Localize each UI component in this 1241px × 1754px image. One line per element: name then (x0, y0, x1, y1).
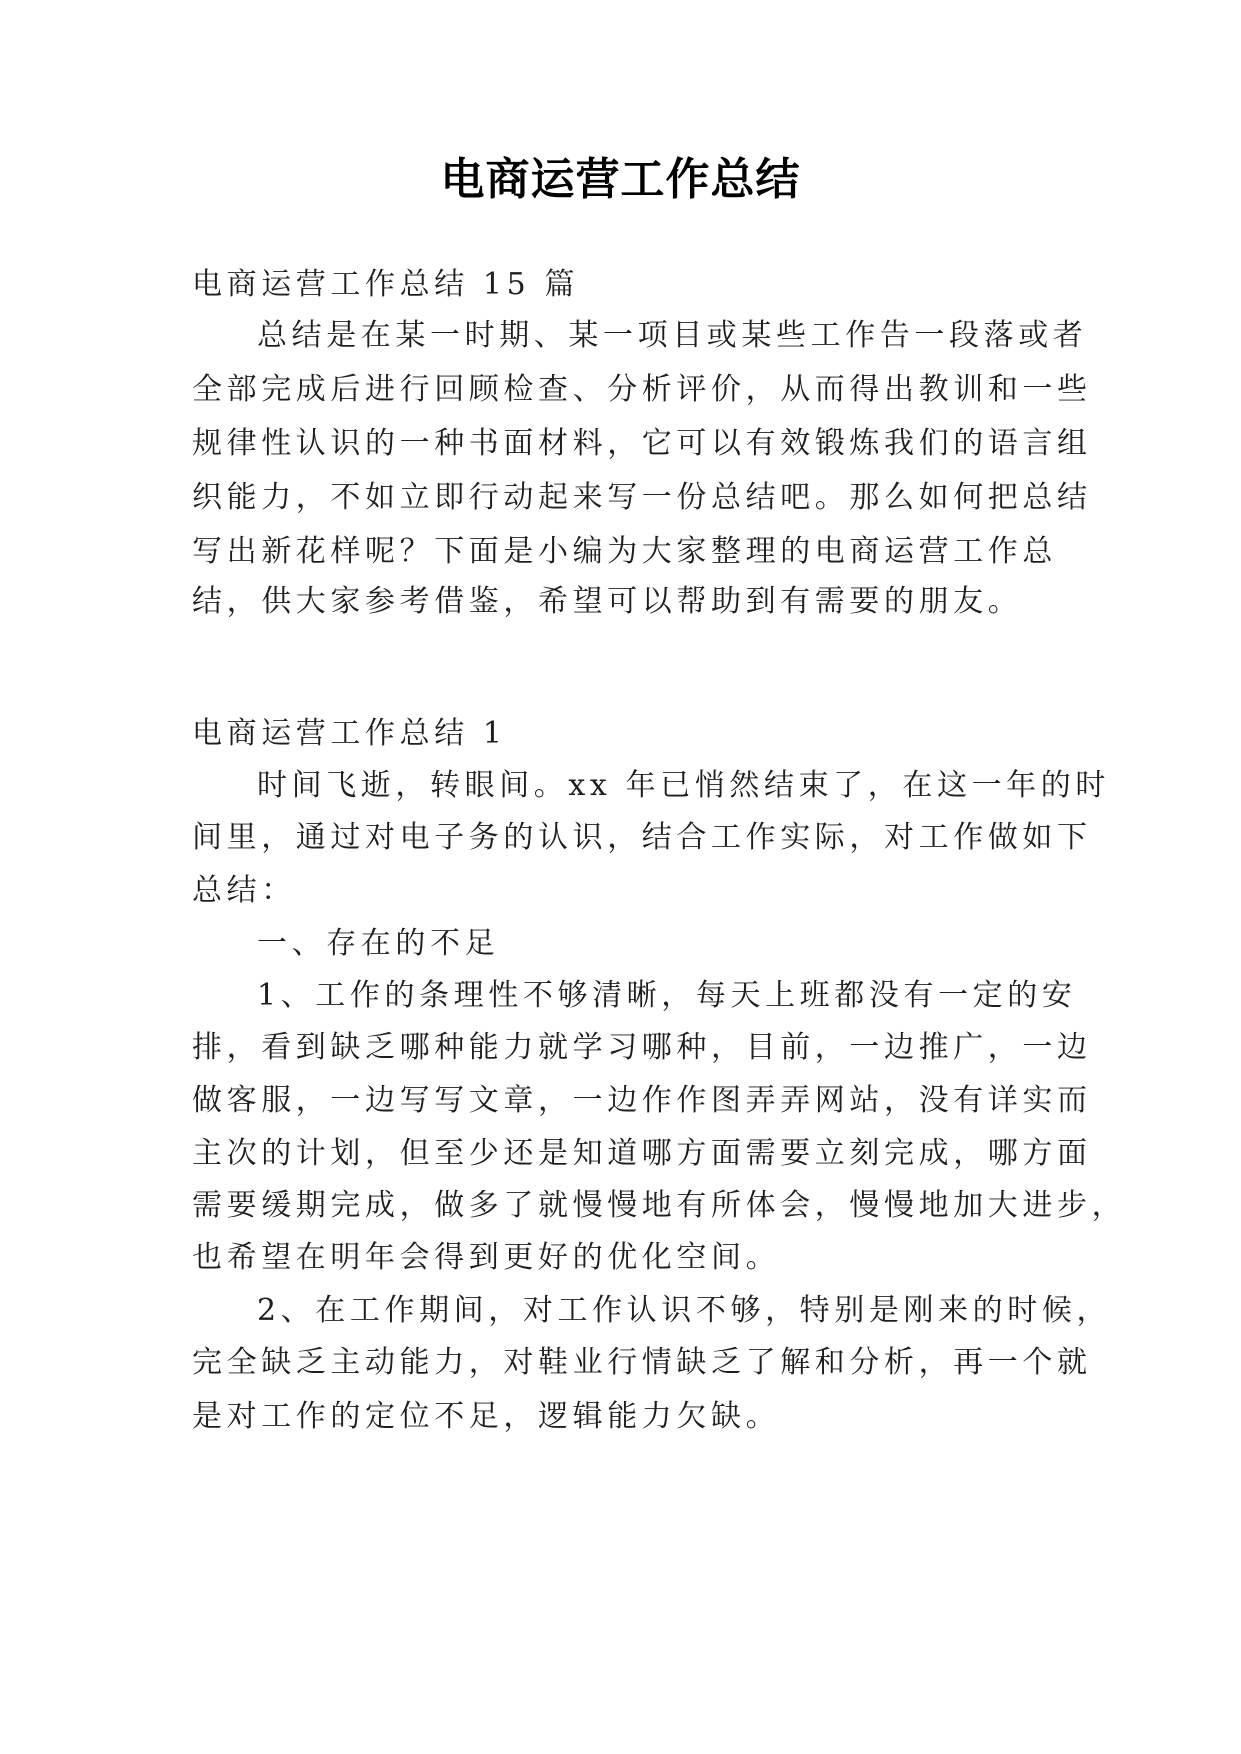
body-paragraph-line: 总结： (192, 873, 296, 908)
intro-paragraph-line: 写出新花样呢？下面是小编为大家整理的电商运营工作总 (192, 534, 1057, 569)
subtitle-line: 电商运营工作总结 15 篇 (192, 267, 580, 302)
intro-paragraph-line: 总结是在某一时期、某一项目或某些工作告一段落或者 (257, 318, 1088, 353)
body-paragraph-line: 需要缓期完成，做多了就慢慢地有所体会，慢慢地加大进步， (192, 1188, 1127, 1223)
body-paragraph-line: 主次的计划，但至少还是知道哪方面需要立刻完成，哪方面 (192, 1136, 1092, 1171)
intro-paragraph-line: 规律性认识的一种书面材料，它可以有效锻炼我们的语言组 (192, 426, 1092, 461)
body-paragraph-line: 做客服，一边写写文章，一边作作图弄弄网站，没有详实而 (192, 1083, 1092, 1118)
body-paragraph-line: 排，看到缺乏哪种能力就学习哪种，目前，一边推广，一边 (192, 1030, 1092, 1065)
body-paragraph-line: 时间飞逝，转眼间。xx 年已悄然结束了，在这一年的时 (257, 768, 1110, 803)
body-paragraph-line: 间里，通过对电子务的认识，结合工作实际，对工作做如下 (192, 820, 1092, 855)
body-paragraph-line: 也希望在明年会得到更好的优化空间。 (192, 1240, 781, 1275)
body-paragraph-line: 是对工作的定位不足，逻辑能力欠缺。 (192, 1399, 781, 1434)
document-title: 电商运营工作总结 (440, 154, 801, 205)
subsection-heading: 一、存在的不足 (257, 926, 500, 961)
body-paragraph-line: 1、工作的条理性不够清晰，每天上班都没有一定的安 (257, 978, 1077, 1013)
body-paragraph-line: 完全缺乏主动能力，对鞋业行情缺乏了解和分析，再一个就 (192, 1345, 1092, 1380)
body-paragraph-line: 2、在工作期间，对工作认识不够，特别是刚来的时候， (257, 1293, 1112, 1328)
section-heading: 电商运营工作总结 1 (192, 716, 507, 751)
intro-paragraph-line: 结，供大家参考借鉴，希望可以帮助到有需要的朋友。 (192, 584, 1023, 619)
intro-paragraph-line: 织能力，不如立即行动起来写一份总结吧。那么如何把总结 (192, 480, 1092, 515)
intro-paragraph-line: 全部完成后进行回顾检查、分析评价，从而得出教训和一些 (192, 372, 1092, 407)
